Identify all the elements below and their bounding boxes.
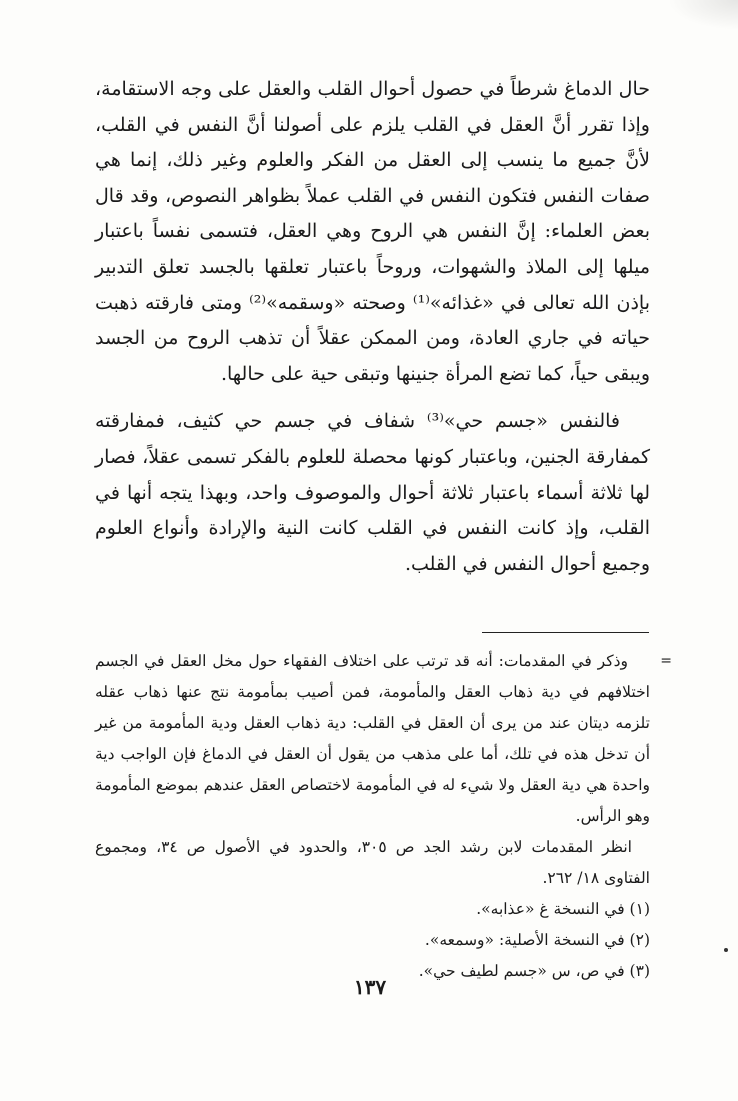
footnote-reference-text: انظر المقدمات لابن رشد الجد ص ٣٠٥، والحدود في الأصول ص ٣٤، ومجموع الفتاوى ١٨/ ٢٦٢. — [95, 838, 650, 887]
footnote-divider — [482, 632, 649, 633]
footnote-2: (٢) في النسخة الأصلية: «وسمعه». — [424, 931, 650, 949]
footnote-1: (١) في النسخة غ «عذابه». — [476, 900, 650, 918]
footnotes-section — [95, 646, 672, 987]
body-paragraph-2: فالنفس «جسم حي»⁽³⁾ شفاف في جسم حي كثيف، فمفارقته كمفارقة الجنين، وباعتبار كونها محصلة للعلوم بالفكر تسمى عقلاً، فصار لها ثلاثة أسماء باعتبار ثلاثة أحوال والموصوف واحد، وبهذا يتجه أنها في القلب، وإذ كانت النفس في القلب كانت النية والإرادة وأنواع العلوم وجميع أحوال النفس في القلب. — [95, 410, 650, 575]
footnote-continuation-text: وذكر في المقدمات: أنه قد ترتب على اختلاف الفقهاء حول مخل العقل في الجسم اختلافهم في دية ذهاب العقل والمأمومة، فمن أصيب بمأمومة نتج عنها ذهاب عقله تلزمه ديتان عند من يرى أن العقل في القلب: دية ذهاب العقل ودية المأمومة من غير أن تدخل هذه في تلك، أما على مذهب من يقول أن العقل في الدماغ فإن الواجب دية واحدة هي دية العقل ولا شيء له في المأمومة لاختصاص العقل عندهم بموضع المأمومة وهو الرأس. — [95, 652, 650, 825]
main-text-body — [95, 72, 650, 582]
footnote-reference — [95, 832, 650, 894]
scan-dot-mark — [724, 948, 728, 952]
body-paragraph-1: حال الدماغ شرطاً في حصول أحوال القلب والعقل على وجه الاستقامة، وإذا تقرر أنَّ العقل في القلب يلزم على أصولنا أنَّ النفس في القلب، لأنَّ جميع ما ينسب إلى العقل من الفكر والعلوم وغير ذلك، إنما هي صفات النفس فتكون النفس في القلب عملاً بظواهر النصوص، وقد قال بعض العلماء: إنَّ النفس هي الروح وهي العقل، فتسمى نفساً باعتبار ميلها إلى الملاذ والشهوات، وروحاً باعتبار تعلقها بالجسد تعلق التدبير بإذن الله تعالى في «غذائه»⁽¹⁾ وصحته «وسقمه»⁽²⁾ ومتى فارقته ذهبت حياته في جاري العادة، ومن الممكن عقلاً أن تذهب الروح من الجسد ويبقى حياً، كما تضع المرأة جنينها وتبقى حية على حالها. — [95, 78, 650, 385]
scan-corner-mark — [668, 0, 738, 30]
page-number: ١٣٧ — [353, 975, 387, 999]
continuation-mark: = — [660, 653, 672, 669]
footnote-continuation — [95, 646, 672, 832]
footnote-3: (٣) في ص، س «جسم لطيف حي». — [418, 962, 650, 980]
